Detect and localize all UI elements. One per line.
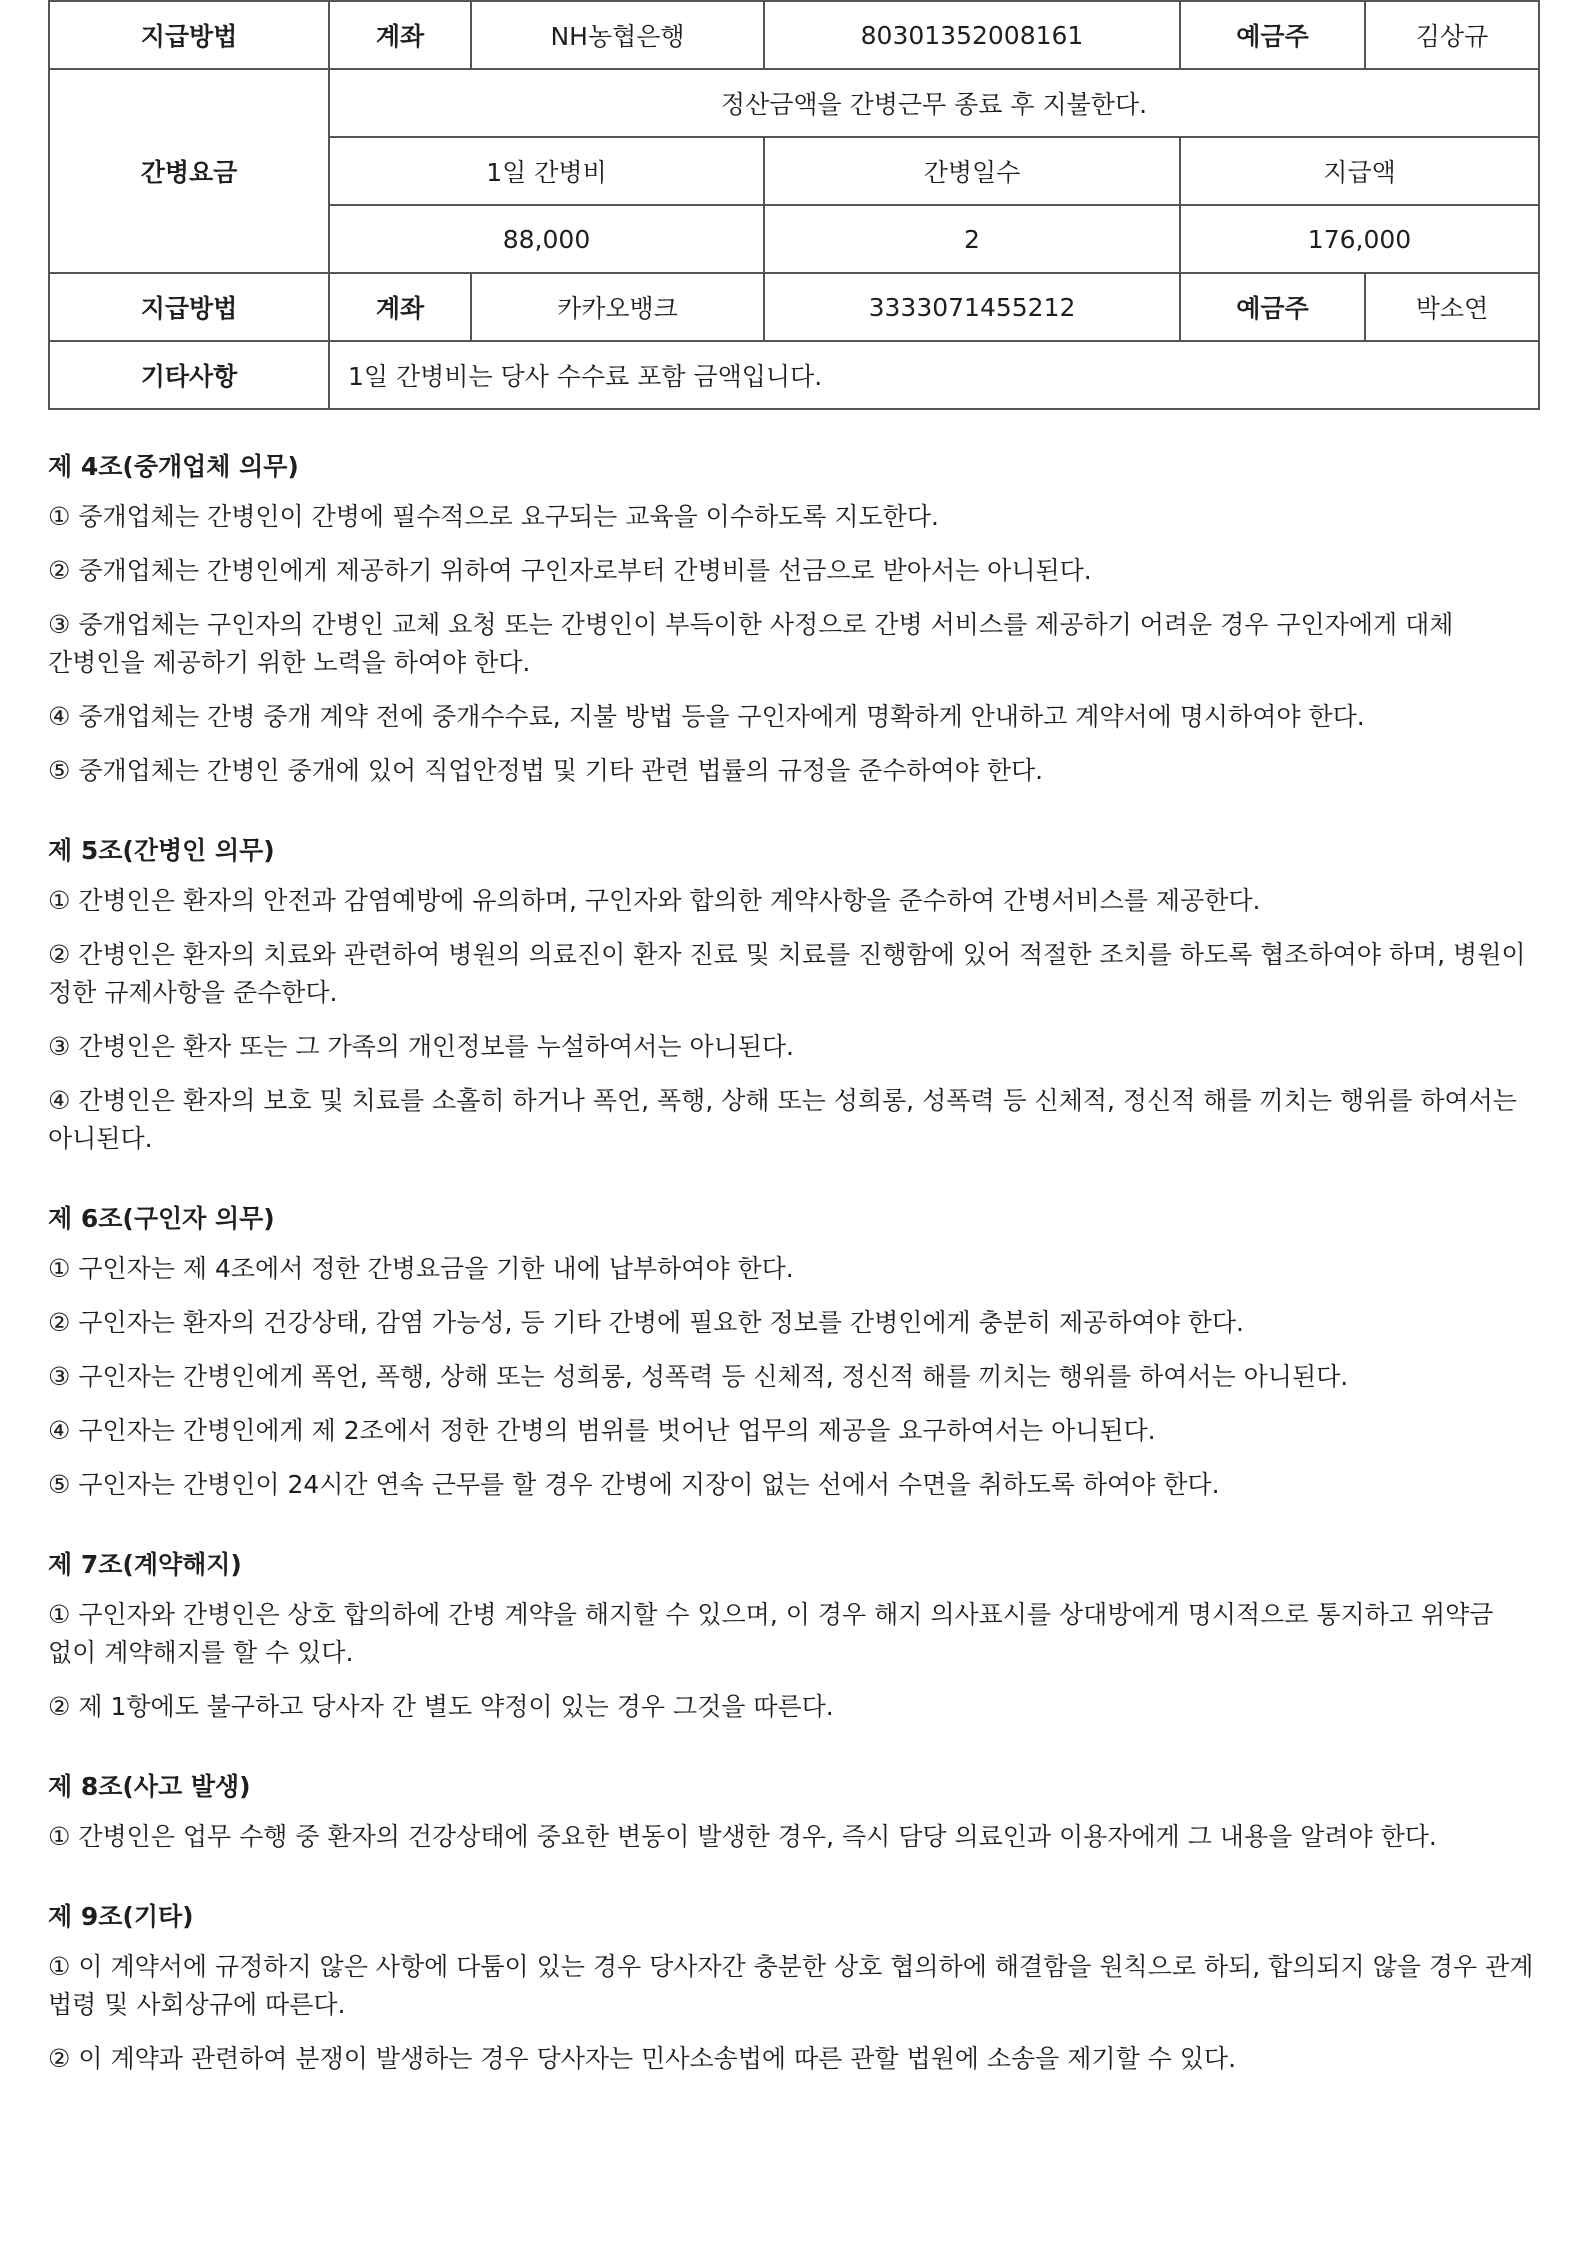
clause: ⑤ 구인자는 간병인이 24시간 연속 근무를 할 경우 간병에 지장이 없는 선에서 수면을 취하도록 하여야 한다. (48, 1470, 1220, 1499)
clause: ① 간병인은 환자의 안전과 감염예방에 유의하며, 구인자와 합의한 계약사항을 준수하여 간병서비스를 제공한다. (48, 886, 1261, 915)
clause: ② 구인자는 환자의 건강상태, 감염 가능성, 등 기타 간병에 필요한 정보를 간병인에게 충분히 제공하여야 한다. (48, 1308, 1244, 1337)
article-title: 제 5조(간병인 의무) (48, 836, 275, 865)
article-6 (48, 1202, 1538, 1504)
payment-method-label: 지급방법 (49, 1, 329, 69)
clause: ④ 간병인은 환자의 보호 및 치료를 소홀히 하거나 폭언, 폭행, 상해 또는 성희롱, 성폭력 등 신체적, 정신적 해를 끼치는 행위를 하여서는 아니된다. (48, 1086, 1517, 1153)
clause: ① 이 계약서에 규정하지 않은 사항에 다툼이 있는 경우 당사자간 충분한 상호 협의하에 해결함을 원칙으로 하되, 합의되지 않을 경우 관계 법령 및 사회상규에 따른다. (48, 1952, 1534, 2019)
daily-fee-header: 1일 간병비 (329, 137, 764, 205)
payment-method-label: 지급방법 (49, 273, 329, 341)
account-holder: 박소연 (1365, 273, 1539, 341)
account-number: 3333071455212 (764, 273, 1180, 341)
clause: ② 이 계약과 관련하여 분쟁이 발생하는 경우 당사자는 민사소송법에 따른 관할 법원에 소송을 제기할 수 있다. (48, 2044, 1237, 2073)
account-holder-label: 예금주 (1180, 273, 1365, 341)
article-9 (48, 1900, 1538, 2078)
clause: ③ 간병인은 환자 또는 그 가족의 개인정보를 누설하여서는 아니된다. (48, 1032, 794, 1061)
bank-name: 카카오뱅크 (471, 273, 764, 341)
clause: ④ 구인자는 간병인에게 제 2조에서 정한 간병의 범위를 벗어난 업무의 제공을 요구하여서는 아니된다. (48, 1416, 1156, 1445)
article-title: 제 9조(기타) (48, 1902, 194, 1931)
payment-row-1 (49, 1, 1539, 69)
daily-fee-value: 88,000 (329, 205, 764, 273)
payment-amount-header: 지급액 (1180, 137, 1539, 205)
clause: ② 제 1항에도 불구하고 당사자 간 별도 약정이 있는 경우 그것을 따른다. (48, 1692, 834, 1721)
clause: ③ 구인자는 간병인에게 폭언, 폭행, 상해 또는 성희롱, 성폭력 등 신체적, 정신적 해를 끼치는 행위를 하여서는 아니된다. (48, 1362, 1349, 1391)
clause: ④ 중개업체는 간병 중개 계약 전에 중개수수료, 지불 방법 등을 구인자에게 명확하게 안내하고 계약서에 명시하여야 한다. (48, 702, 1365, 731)
articles (48, 450, 1538, 2078)
clause: ③ 중개업체는 구인자의 간병인 교체 요청 또는 간병인이 부득이한 사정으로 간병 서비스를 제공하기 어려운 경우 구인자에게 대체 간병인을 제공하기 위한 노력을 하여야 한다. (48, 610, 1454, 677)
account-holder: 김상규 (1365, 1, 1539, 69)
clause: ① 구인자는 제 4조에서 정한 간병요금을 기한 내에 납부하여야 한다. (48, 1254, 794, 1283)
care-days-header: 간병일수 (764, 137, 1180, 205)
account-number: 80301352008161 (764, 1, 1180, 69)
clause: ① 중개업체는 간병인이 간병에 필수적으로 요구되는 교육을 이수하도록 지도한다. (48, 502, 939, 531)
article-7 (48, 1548, 1538, 1726)
payment-type-label: 계좌 (329, 273, 471, 341)
etc-row (49, 341, 1539, 409)
fee-note: 정산금액을 간병근무 종료 후 지불한다. (329, 69, 1539, 137)
article-8 (48, 1770, 1538, 1856)
fee-note-row (49, 69, 1539, 137)
bank-name: NH농협은행 (471, 1, 764, 69)
contract-page (48, 0, 1538, 2122)
account-holder-label: 예금주 (1180, 1, 1365, 69)
article-title: 제 8조(사고 발생) (48, 1772, 251, 1801)
payment-row-2 (49, 273, 1539, 341)
clause: ① 구인자와 간병인은 상호 합의하에 간병 계약을 해지할 수 있으며, 이 경우 해지 의사표시를 상대방에게 명시적으로 통지하고 위약금 없이 계약해지를 할 수 있다. (48, 1600, 1494, 1667)
article-5 (48, 834, 1538, 1158)
etc-label: 기타사항 (49, 341, 329, 409)
clause: ② 중개업체는 간병인에게 제공하기 위하여 구인자로부터 간병비를 선금으로 받아서는 아니된다. (48, 556, 1092, 585)
payment-amount-value: 176,000 (1180, 205, 1539, 273)
article-4 (48, 450, 1538, 790)
article-title: 제 6조(구인자 의무) (48, 1204, 275, 1233)
fee-label: 간병요금 (49, 69, 329, 273)
clause: ② 간병인은 환자의 치료와 관련하여 병원의 의료진이 환자 진료 및 치료를 진행함에 있어 적절한 조치를 하도록 협조하여야 하며, 병원이 정한 규제사항을 준수한다. (48, 940, 1526, 1007)
clause: ⑤ 중개업체는 간병인 중개에 있어 직업안정법 및 기타 관련 법률의 규정을 준수하여야 한다. (48, 756, 1044, 785)
article-title: 제 4조(중개업체 의무) (48, 452, 299, 481)
clause: ① 간병인은 업무 수행 중 환자의 건강상태에 중요한 변동이 발생한 경우, 즉시 담당 의료인과 이용자에게 그 내용을 알려야 한다. (48, 1822, 1437, 1851)
payment-type-label: 계좌 (329, 1, 471, 69)
etc-text: 1일 간병비는 당사 수수료 포함 금액입니다. (329, 341, 1539, 409)
article-title: 제 7조(계약해지) (48, 1550, 242, 1579)
payment-table (48, 0, 1540, 410)
care-days-value: 2 (764, 205, 1180, 273)
